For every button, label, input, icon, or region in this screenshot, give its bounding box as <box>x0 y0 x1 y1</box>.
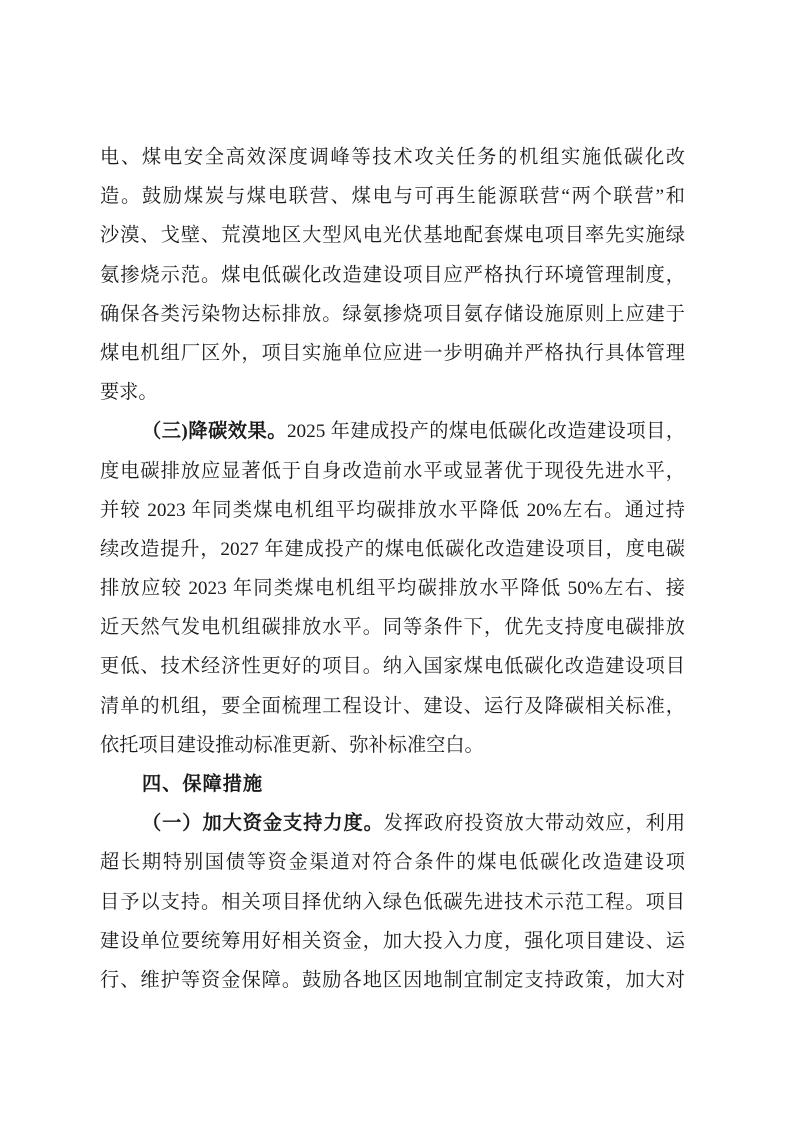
body-text: 要求。 <box>100 382 158 404</box>
body-text: 氨掺烧示范。煤电低碳化改造建设项目应严格执行环境管理制度， <box>100 264 685 286</box>
text-line <box>100 961 685 1000</box>
body-text: 依托项目建设推动标准更新、弥补标准空白。 <box>100 734 484 756</box>
text-line <box>100 216 685 255</box>
body-text: 煤电机组厂区外，项目实施单位应进一步明确并严格执行具体管理 <box>100 342 685 364</box>
body-text: 清单的机组，要全面梳理工程设计、建设、运行及降碳相关标准， <box>100 695 685 717</box>
text-line <box>100 412 685 451</box>
body-text: 超长期特别国债等资金渠道对符合条件的煤电低碳化改造建设项 <box>100 852 685 874</box>
text-line <box>100 491 685 530</box>
text-line <box>100 608 685 647</box>
body-text: 发挥政府投资放大带动效应，利用 <box>383 813 686 835</box>
body-text: 更低、技术经济性更好的项目。纳入国家煤电低碳化改造建设项目 <box>100 656 685 678</box>
text-line <box>100 569 685 608</box>
body-text: 并较 2023 年同类煤电机组平均碳排放水平降低 20%左右。通过持 <box>100 499 685 521</box>
body-text: 行、维护等资金保障。鼓励各地区因地制宜制定支持政策，加大对 <box>100 969 685 991</box>
body-text: 近天然气发电机组碳排放水平。同等条件下，优先支持度电碳排放 <box>100 617 685 639</box>
body-text: 排放应较 2023 年同类煤电机组平均碳排放水平降低 50%左右、接 <box>100 578 685 600</box>
text-line <box>100 138 685 177</box>
text-line <box>100 256 685 295</box>
body-text: 沙漠、戈壁、荒漠地区大型风电光伏基地配套煤电项目率先实施绿 <box>100 225 685 247</box>
text-line <box>100 530 685 569</box>
text-line <box>100 804 685 843</box>
subsection-heading: （三)降碳效果。 <box>142 421 287 443</box>
text-line <box>100 177 685 216</box>
text-line <box>100 687 685 726</box>
body-text: 建设单位要统筹用好相关资金，加大投入力度，强化项目建设、运 <box>100 930 685 952</box>
body-text: 目予以支持。相关项目择优纳入绿色低碳先进技术示范工程。项目 <box>100 891 685 913</box>
text-line <box>100 765 685 804</box>
body-text: 确保各类污染物达标排放。绿氨掺烧项目氨存储设施原则上应建于 <box>100 303 685 325</box>
text-line <box>100 726 685 765</box>
document-body <box>100 138 685 1000</box>
body-text: 2025 年建成投产的煤电低碳化改造建设项目， <box>286 421 686 443</box>
subsection-heading: （一）加大资金支持力度。 <box>142 813 384 835</box>
text-line <box>100 647 685 686</box>
text-line <box>100 843 685 882</box>
body-text: 造。鼓励煤炭与煤电联营、煤电与可再生能源联营“两个联营”和 <box>100 186 685 208</box>
text-line <box>100 883 685 922</box>
text-line <box>100 334 685 373</box>
body-text: 电、煤电安全高效深度调峰等技术攻关任务的机组实施低碳化改 <box>100 147 685 168</box>
body-text: 度电碳排放应显著低于自身改造前水平或显著优于现役先进水平， <box>100 460 685 482</box>
body-text: 续改造提升，2027 年建成投产的煤电低碳化改造建设项目，度电碳 <box>100 538 685 560</box>
section-heading: 四、保障措施 <box>142 774 264 795</box>
text-line <box>100 373 685 412</box>
text-line <box>100 295 685 334</box>
text-line <box>100 452 685 491</box>
text-line <box>100 922 685 961</box>
